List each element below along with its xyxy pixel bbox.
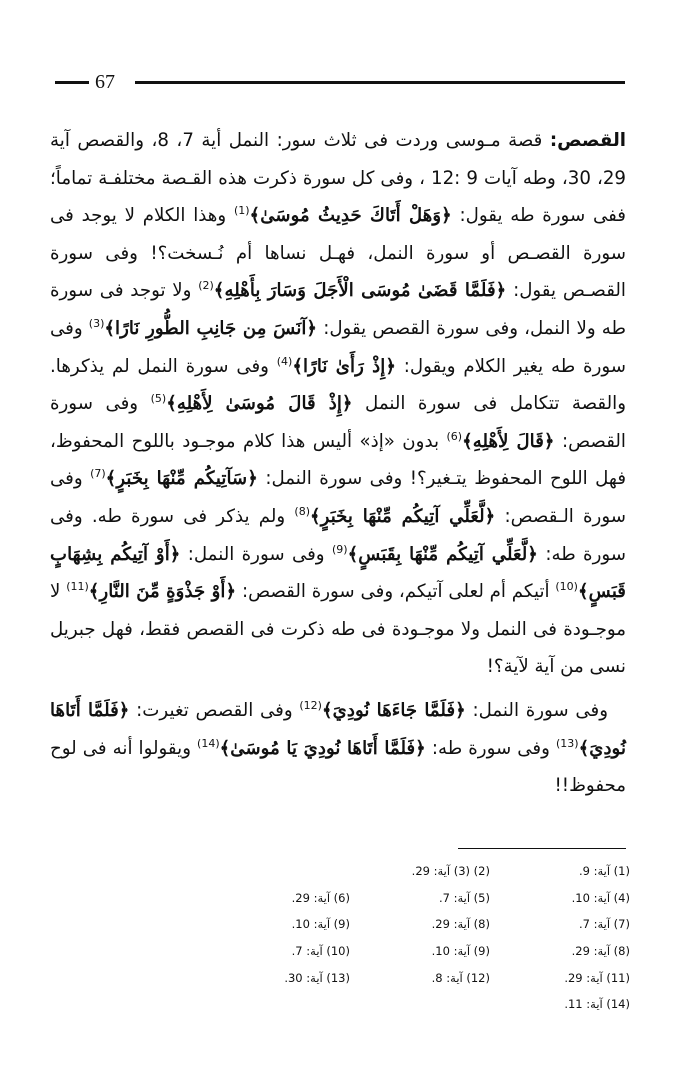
footnote-ref: (11)	[66, 580, 89, 594]
footnote: (9) آية: 10.	[431, 944, 490, 959]
text-run: وفى القصص تغيرت:	[129, 699, 300, 721]
footnote: (11) آية: 29.	[564, 970, 630, 985]
footnote-row	[205, 964, 630, 991]
footnote-ref: (5)	[150, 392, 167, 406]
footnote: (12) آية: 8.	[431, 970, 490, 985]
text-run: وفى سورة الـقصص:	[50, 468, 626, 527]
footnote-ref: (8)	[294, 504, 310, 518]
footnotes	[205, 848, 630, 1018]
header-rule-short	[55, 81, 89, 84]
footnote: (6) آية: 29.	[291, 890, 350, 905]
text-run: وفى سورة القصص:	[50, 393, 626, 452]
quran-quote: ﴿آنَسَ مِن جَانِبِ الطُّورِ نَارًا﴾	[104, 317, 318, 339]
quran-quote: ﴿فَلَمَّا جَاءَهَا نُودِيَ﴾	[321, 699, 466, 721]
footnote-ref: (9)	[331, 542, 348, 556]
text-run: ولا توجد فى سورة طه ولا النمل، وفى سورة القصص يقول:	[50, 280, 626, 339]
header-rule-long	[135, 81, 625, 84]
footnote-ref: (2)	[198, 279, 214, 293]
footnote-row	[205, 885, 630, 912]
footnote-ref: (6)	[446, 429, 463, 443]
footnote: (2) (3) آية: 29.	[411, 864, 490, 879]
quran-quote: ﴿سَآتِيكُم مِّنْهَا بِخَبَرٍ﴾	[105, 468, 258, 490]
paragraph	[50, 122, 626, 686]
footnote-ref: (13)	[555, 736, 579, 750]
text-run: ويقولوا أنه فى لوح محفوظ!!	[50, 737, 626, 797]
text-run: وفى سورة طه يغير الكلام ويقول:	[50, 317, 626, 377]
text-run: وفى سورة النمل:	[180, 543, 332, 565]
footnote-row	[205, 938, 630, 965]
footnote-ref: (4)	[276, 354, 293, 368]
footnote-ref: (14)	[197, 736, 220, 750]
footnote-ref: (12)	[299, 698, 322, 712]
quran-quote: ﴿أَوْ جَذْوَةٍ مِّنَ النَّارِ﴾	[88, 581, 237, 603]
quran-quote: ﴿إِذْ قَالَ مُوسَىٰ لِأَهْلِهِ﴾	[166, 393, 353, 415]
body-text	[50, 122, 626, 805]
text-run: ولم يذكر فى سورة طه. وفى سورة طه:	[50, 505, 626, 565]
footnote: (13) آية: 30.	[284, 970, 350, 985]
footnote-row	[205, 991, 630, 1018]
quran-quote: ﴿أَوْ آتِيكُم بِشِهَابٍ قَبَسٍ﴾	[50, 543, 626, 603]
quran-quote: ﴿إِذْ رَأَىٰ نَارًا﴾	[292, 355, 396, 377]
text-run: بدون «إذ» أليس هذا كلام موجـود باللوح المحفوظ، فهل اللوح المحفوظ يتـغير؟! وفى سورة النمل:	[50, 430, 627, 490]
footnote: (8) آية: 29.	[571, 944, 630, 959]
text-run: وفى سورة النمل:	[465, 699, 608, 721]
footnote-ref: (7)	[90, 467, 106, 481]
footnote: (5) آية: 7.	[438, 890, 490, 905]
page-header	[55, 70, 625, 94]
section-label: القصص:	[549, 130, 627, 151]
footnote-ref: (1)	[233, 204, 250, 218]
text-run: وهذا الكلام لا يوجد فى سورة القصـص أو سورة النمل، فهـل نساها أم نُـسخت؟! وفى سورة القصـص يقول:	[50, 205, 626, 302]
footnote: (9) آية: 10.	[291, 917, 350, 932]
page-number: 67	[95, 71, 115, 93]
quran-quote: ﴿فَلَمَّا أَتَاهَا نُودِيَ﴾	[50, 699, 627, 759]
footnote: (8) آية: 29.	[431, 917, 490, 932]
quran-quote: ﴿قَالَ لِأَهْلِهِ﴾	[462, 430, 555, 452]
footnote-ref: (10)	[555, 580, 578, 594]
footnote-row	[205, 911, 630, 938]
quran-quote: ﴿وَهَلْ أَتَاكَ حَدِيثُ مُوسَىٰ﴾	[249, 205, 452, 227]
quran-quote: ﴿لَّعَلِّي آتِيكُم مِّنْهَا بِقَبَسٍ﴾	[347, 543, 538, 565]
footnote: (7) آية: 7.	[578, 917, 630, 932]
text-run: أتيكم أم لعلى آتيكم، وفى سورة القصص:	[236, 581, 556, 603]
text-run: وفى سورة طه:	[425, 737, 556, 759]
paragraph	[50, 692, 626, 805]
text-run: قصة مـوسى وردت فى ثلاث سور: النمل أية 7، 8، والقصص آية 29، 30، وطه آيات 9 :12 ، وفى كل سورة ذكرت هذه القـصة مختلفـة تماماً؛ ففى سورة طه يقول:	[50, 130, 626, 227]
footnote-row	[205, 858, 630, 885]
footnote: (1) آية: 9.	[578, 864, 630, 879]
quran-quote: ﴿فَلَمَّا أَتَاهَا نُودِيَ يَا مُوسَىٰ﴾	[219, 737, 426, 759]
footnote-ref: (3)	[88, 316, 105, 330]
quran-quote: ﴿فَلَمَّا قَضَىٰ مُوسَى الْأَجَلَ وَسَارَ بِأَهْلِهِ﴾	[213, 280, 507, 302]
footnote: (10) آية: 7.	[291, 944, 350, 959]
text-run: لا موجـودة فى النمل ولا موجـودة فى طه ذكرت فى القصص فقط، فهل جبريل نسى من آية لآية؟!	[50, 581, 626, 678]
footnote: (4) آية: 10.	[571, 890, 630, 905]
text-run: وفى سورة النمل لم يذكرها. والقصة تتكامل فى سورة النمل	[50, 355, 626, 415]
quran-quote: ﴿لَّعَلِّي آتِيكُم مِّنْهَا بِخَبَرٍ﴾	[310, 505, 496, 527]
footnote: (14) آية: 11.	[564, 997, 630, 1012]
